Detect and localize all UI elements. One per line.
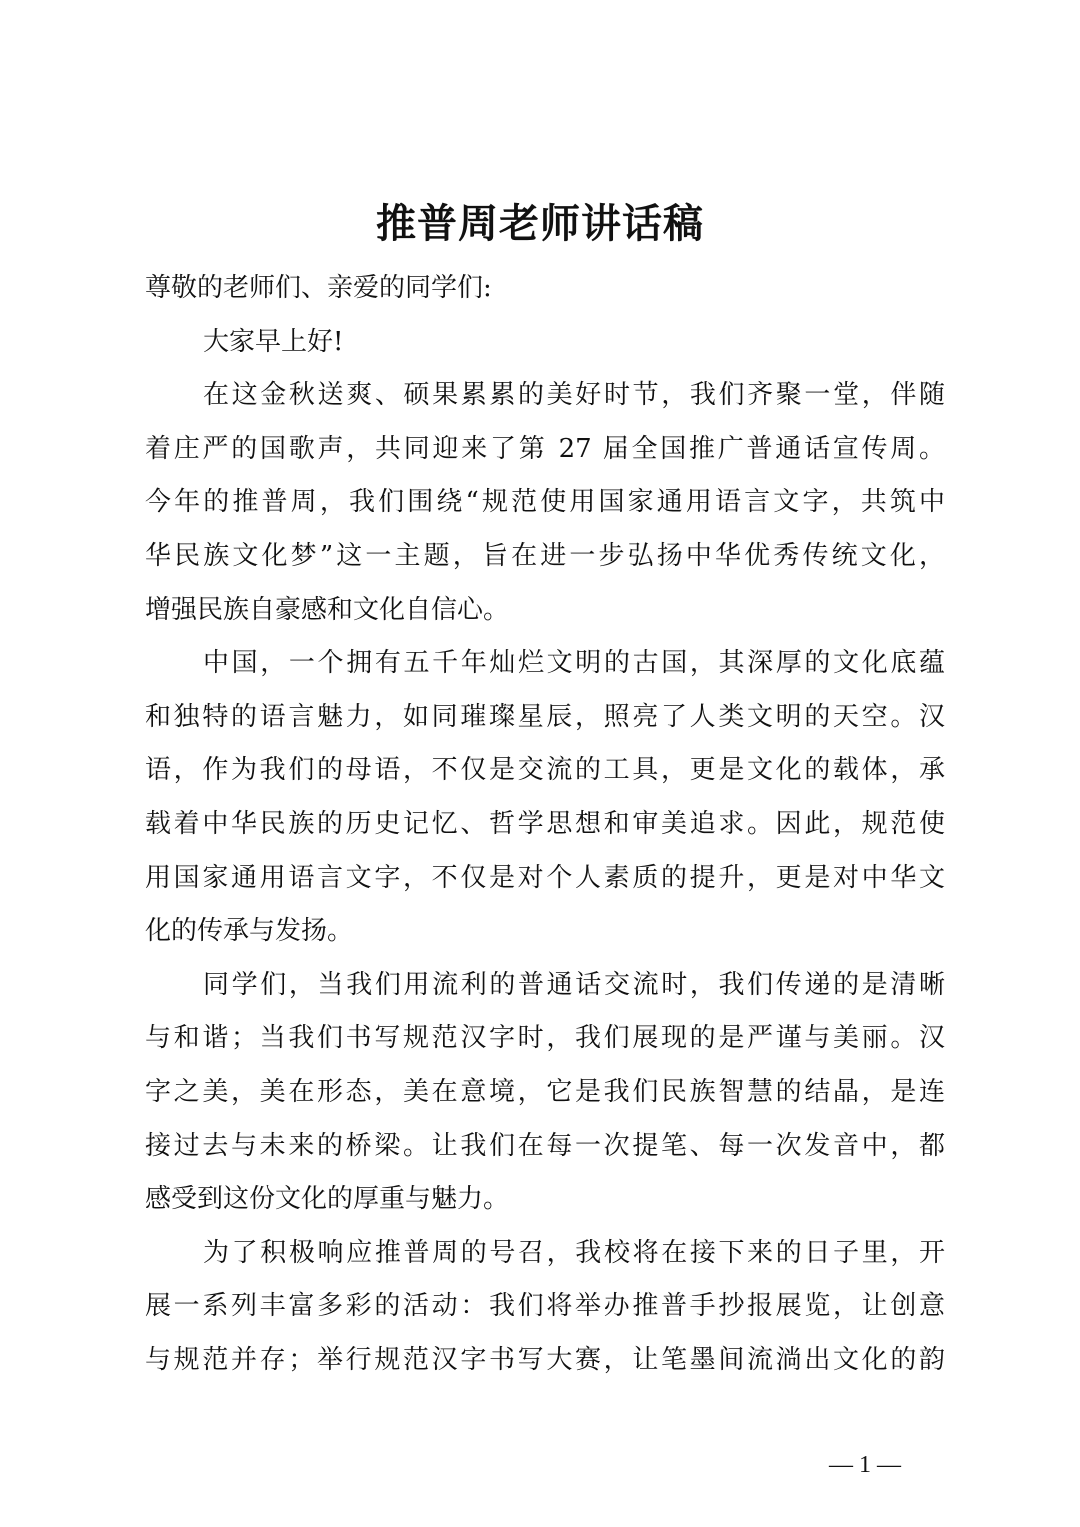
- text-line: 同学们，当我们用流利的普通话交流时，我们传递的是清晰: [203, 969, 945, 1000]
- paragraph: [145, 959, 945, 1227]
- paragraph: [145, 1227, 945, 1388]
- paragraph: [145, 316, 945, 370]
- text-line: 中国，一个拥有五千年灿烂文明的古国，其深厚的文化底蕴: [203, 648, 945, 679]
- text-line: 与和谐；当我们书写规范汉字时，我们展现的是严谨与美丽。汉: [145, 1023, 945, 1054]
- text-line: 与规范并存；举行规范汉字书写大赛，让笔墨间流淌出文化的韵: [145, 1344, 945, 1375]
- document-title: 推普周老师讲话稿: [376, 200, 704, 247]
- text-line: 在这金秋送爽、硕果累累的美好时节，我们齐聚一堂，伴随: [203, 380, 945, 411]
- text-line: 字之美，美在形态，美在意境，它是我们民族智慧的结晶，是连: [145, 1076, 945, 1107]
- text-line: 为了积极响应推普周的号召，我校将在接下来的日子里，开: [203, 1237, 945, 1268]
- text-line: 着庄严的国歌声，共同迎来了第 27 届全国推广普通话宣传周。: [145, 433, 945, 464]
- paragraph: [145, 369, 945, 637]
- text-line: 今年的推普周，我们围绕“规范使用国家通用语言文字，共筑中: [145, 487, 945, 518]
- text-line: 华民族文化梦”这一主题，旨在进一步弘扬中华优秀传统文化，: [145, 540, 945, 571]
- text-line: 和独特的语言魅力，如同璀璨星辰，照亮了人类文明的天空。汉: [145, 701, 945, 732]
- salutation: [145, 262, 945, 316]
- text-line: 增强民族自豪感和文化自信心。: [145, 594, 510, 625]
- text-line: 接过去与未来的桥梁。让我们在每一次提笔、每一次发音中，都: [145, 1130, 945, 1161]
- page-number: — 1 —: [829, 1452, 901, 1478]
- text-line: 载着中华民族的历史记忆、哲学思想和审美追求。因此，规范使: [145, 808, 945, 839]
- text-line: 尊敬的老师们、亲爱的同学们:: [145, 273, 492, 303]
- text-line: 感受到这份文化的厚重与魅力。: [145, 1184, 510, 1215]
- text-line: 大家早上好!: [203, 326, 344, 357]
- text-line: 语，作为我们的母语，不仅是交流的工具，更是文化的载体，承: [145, 755, 945, 786]
- document-body: [145, 262, 945, 1387]
- paragraph: [145, 637, 945, 959]
- text-line: 展一系列丰富多彩的活动：我们将举办推普手抄报展览，让创意: [145, 1291, 945, 1322]
- text-line: 用国家通用语言文字，不仅是对个人素质的提升，更是对中华文: [145, 862, 945, 893]
- text-line: 化的传承与发扬。: [145, 916, 354, 947]
